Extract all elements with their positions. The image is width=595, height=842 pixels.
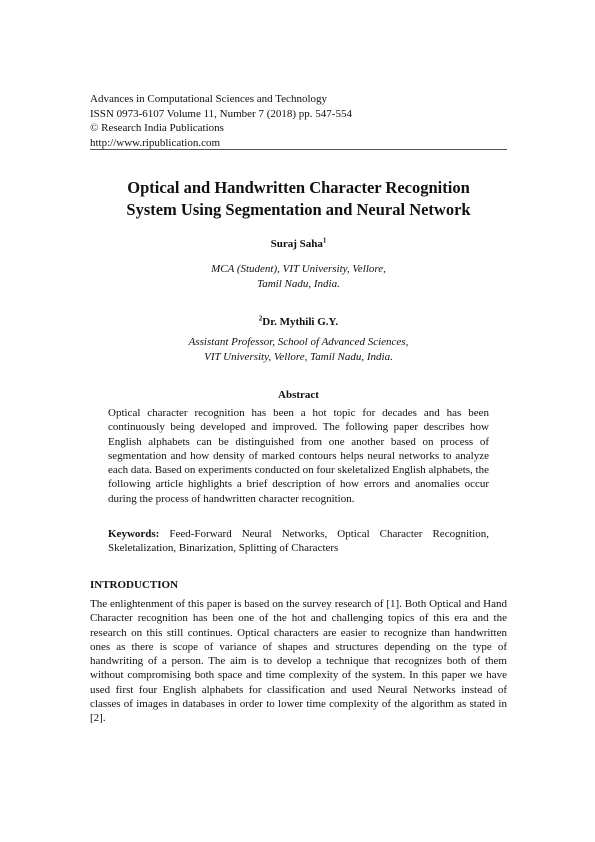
paper-title-line-2: System Using Segmentation and Neural Network bbox=[126, 200, 471, 219]
keywords-text: Feed-Forward Neural Networks, Optical Character Recognition, Skeletalization, Binarization, Splitting of Characters bbox=[108, 528, 489, 555]
author-2-affiliation bbox=[90, 335, 507, 364]
author-1-marker: 1 bbox=[322, 236, 327, 245]
paper-title-line-1: Optical and Handwritten Character Recognition bbox=[127, 178, 470, 197]
journal-issn: ISSN 0973-6107 Volume 11, Number 7 (2018) pp. 547-554 bbox=[90, 107, 352, 120]
author-2-name-line bbox=[90, 316, 507, 328]
abstract-heading: Abstract bbox=[278, 389, 319, 401]
author-1-affiliation bbox=[90, 262, 507, 291]
author-2-affiliation-line-1: Assistant Professor, School of Advanced Sciences, bbox=[188, 336, 409, 348]
journal-header bbox=[90, 92, 506, 150]
journal-name: Advances in Computational Sciences and Technology bbox=[90, 93, 327, 105]
author-1-name-line bbox=[90, 238, 507, 250]
author-1-affiliation-line-1: MCA (Student), VIT University, Vellore, bbox=[211, 263, 386, 275]
keywords bbox=[108, 527, 489, 556]
abstract-text: Optical character recognition has been a hot topic for decades and has been continuously being developed and improved. The following paper describes how English alphabets can be distinguished from one another based on process of segmentation and how density of marked contours helps neural networks to analyze each data. Based on experiments conducted on four skeletalized English alphabets, the following article highlights a brief description of how errors and anomalies occur during the process of handwritten character recognition. bbox=[108, 407, 489, 505]
paper-title bbox=[90, 177, 507, 221]
author-1-name: Suraj Saha bbox=[270, 238, 323, 250]
author-2-affiliation-line-2: VIT University, Vellore, Tamil Nadu, India. bbox=[204, 350, 393, 363]
header-divider bbox=[90, 149, 507, 150]
author-2-name: Dr. Mythili G.Y. bbox=[262, 316, 339, 328]
author-1-affiliation-line-2: Tamil Nadu, India. bbox=[257, 277, 340, 290]
journal-url[interactable]: http://www.ripublication.com bbox=[90, 136, 221, 149]
introduction-text: The enlightenment of this paper is based on the survey research of [1]. Both Optical and Hand Character recognition has been one of the hot and challenging topics of this era and the research on this still continues. Optical characters are easier to recognize than handwritten ones as there is scope of variance of shapes and structures depending on the type of handwriting of a person. The aim is to develop a technique that recognizes both of them without compromising both space and time complexity of the system. In this paper we have used first four English alphabets for classification and used Neural Networks instead of classes of images in databases in order to lower time complexity of the algorithm as stated in [2]. bbox=[90, 598, 507, 725]
journal-publisher: © Research India Publications bbox=[90, 122, 224, 134]
author-2-marker: 2 bbox=[258, 314, 263, 323]
introduction-heading: INTRODUCTION bbox=[90, 579, 179, 591]
keywords-label: Keywords: bbox=[108, 528, 160, 540]
